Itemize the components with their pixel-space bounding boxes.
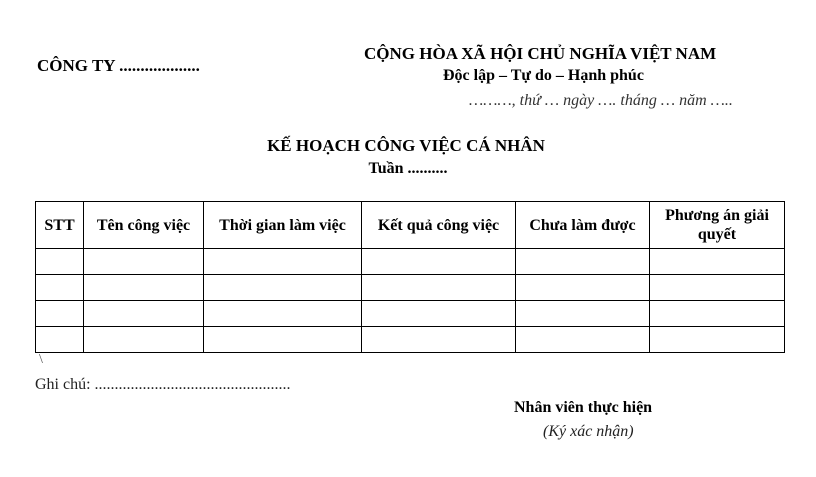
column-header-not-done: Chưa làm được [516, 202, 650, 249]
note-line: Ghi chú: ................................................. [35, 376, 291, 393]
table-cell [204, 327, 362, 353]
table-row [36, 301, 785, 327]
company-name: CÔNG TY ................... [37, 56, 200, 75]
work-plan-table [35, 201, 785, 353]
table-header-row [36, 202, 785, 249]
table-cell [650, 249, 785, 275]
table-cell [650, 327, 785, 353]
table-cell [650, 301, 785, 327]
column-header-result: Kết quả công việc [362, 202, 516, 249]
column-header-working-time: Thời gian làm việc [204, 202, 362, 249]
table-cell [36, 249, 84, 275]
column-header-stt: STT [36, 202, 84, 249]
signer-title: Nhân viên thực hiện [514, 399, 653, 416]
table-row [36, 275, 785, 301]
table-cell [204, 275, 362, 301]
date-line: ………, thứ … ngày …. tháng … năm ….. [469, 92, 733, 109]
table-cell [516, 327, 650, 353]
table-cell [84, 301, 204, 327]
table-cell [362, 301, 516, 327]
table-cell [36, 275, 84, 301]
table-cell [36, 301, 84, 327]
table-cell [84, 327, 204, 353]
national-title: CỘNG HÒA XÃ HỘI CHỦ NGHĨA VIỆT NAM [364, 44, 717, 63]
table-cell [36, 327, 84, 353]
table-cell [362, 275, 516, 301]
table-cell [516, 275, 650, 301]
table-cell [362, 327, 516, 353]
national-motto: Độc lập – Tự do – Hạnh phúc [443, 67, 644, 84]
table-cell [84, 275, 204, 301]
table-cell [204, 301, 362, 327]
stray-backslash: \ [39, 352, 43, 367]
table-cell [516, 301, 650, 327]
table-cell [516, 249, 650, 275]
table-cell [650, 275, 785, 301]
table-row [36, 249, 785, 275]
week-line: Tuần .......... [368, 160, 448, 177]
column-header-solution: Phương án giải quyết [650, 202, 785, 249]
table-cell [204, 249, 362, 275]
table-cell [362, 249, 516, 275]
document-title: KẾ HOẠCH CÔNG VIỆC CÁ NHÂN [267, 136, 545, 155]
table-row [36, 327, 785, 353]
table-cell [84, 249, 204, 275]
column-header-task-name: Tên công việc [84, 202, 204, 249]
signature-hint: (Ký xác nhận) [543, 423, 634, 440]
